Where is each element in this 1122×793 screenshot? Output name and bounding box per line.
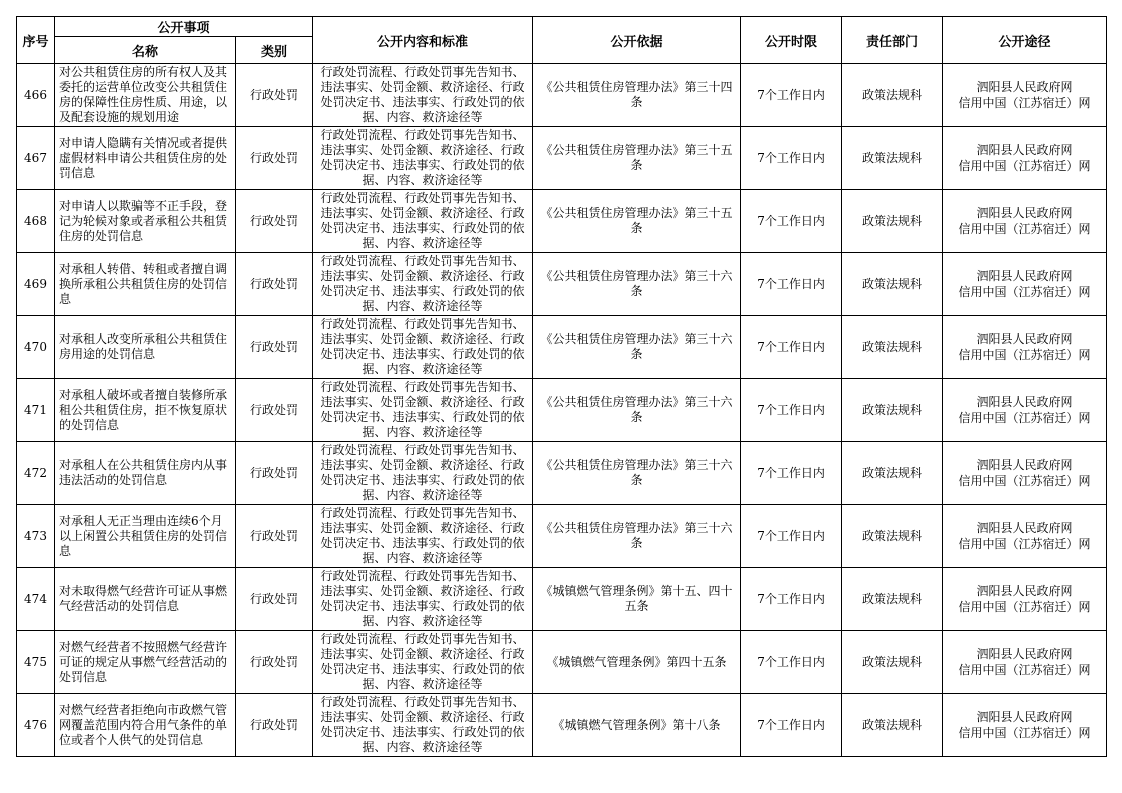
channel-line-1: 泗阳县人民政府网 bbox=[976, 584, 1073, 598]
cell-channel bbox=[943, 442, 1107, 505]
table-row bbox=[17, 442, 1107, 505]
cell-seq: 470 bbox=[17, 316, 55, 379]
cell-department: 政策法规科 bbox=[842, 190, 943, 253]
channel-line-2: 信用中国（江苏宿迁）网 bbox=[958, 159, 1091, 173]
header-category: 类别 bbox=[236, 37, 313, 64]
cell-time-limit: 7个工作日内 bbox=[741, 694, 842, 757]
cell-basis: 《城镇燃气管理条例》第四十五条 bbox=[533, 631, 741, 694]
cell-seq: 468 bbox=[17, 190, 55, 253]
cell-department: 政策法规科 bbox=[842, 127, 943, 190]
cell-channel bbox=[943, 379, 1107, 442]
cell-department: 政策法规科 bbox=[842, 253, 943, 316]
cell-content-text: 行政处罚流程、行政处罚事先告知书、违法事实、处罚金额、救济途径、行政处罚决定书、违法事实、行政处罚的依据、内容、救济途径等 bbox=[320, 506, 525, 565]
cell-basis: 《公共租赁住房管理办法》第三十六条 bbox=[533, 505, 741, 568]
cell-name bbox=[55, 442, 236, 505]
cell-seq: 466 bbox=[17, 64, 55, 127]
cell-content-text: 行政处罚流程、行政处罚事先告知书、违法事实、处罚金额、救济途径、行政处罚决定书、违法事实、行政处罚的依据、内容、救济途径等 bbox=[320, 632, 525, 691]
cell-basis: 《公共租赁住房管理办法》第三十六条 bbox=[533, 442, 741, 505]
header-basis: 公开依据 bbox=[533, 17, 741, 64]
channel-line-1: 泗阳县人民政府网 bbox=[976, 332, 1073, 346]
cell-content bbox=[313, 568, 533, 631]
cell-seq: 475 bbox=[17, 631, 55, 694]
cell-channel bbox=[943, 253, 1107, 316]
channel-line-1: 泗阳县人民政府网 bbox=[976, 710, 1073, 724]
table-row bbox=[17, 127, 1107, 190]
cell-content bbox=[313, 442, 533, 505]
cell-content-text: 行政处罚流程、行政处罚事先告知书、违法事实、处罚金额、救济途径、行政处罚决定书、违法事实、行政处罚的依据、内容、救济途径等 bbox=[320, 65, 525, 124]
cell-content bbox=[313, 64, 533, 127]
channel-line-2: 信用中国（江苏宿迁）网 bbox=[958, 663, 1091, 677]
table-row bbox=[17, 190, 1107, 253]
cell-name-text: 对燃气经营者拒绝向市政燃气管网覆盖范围内符合用气条件的单位或者个人供气的处罚信息 bbox=[59, 702, 228, 747]
cell-category: 行政处罚 bbox=[236, 442, 313, 505]
cell-basis: 《公共租赁住房管理办法》第三十四条 bbox=[533, 64, 741, 127]
cell-basis: 《公共租赁住房管理办法》第三十六条 bbox=[533, 253, 741, 316]
channel-line-2: 信用中国（江苏宿迁）网 bbox=[958, 600, 1091, 614]
cell-name-text: 对承租人破坏或者擅自装修所承租公共租赁住房，拒不恢复原状的处罚信息 bbox=[59, 387, 228, 432]
cell-content bbox=[313, 631, 533, 694]
cell-time-limit: 7个工作日内 bbox=[741, 631, 842, 694]
cell-name-text: 对申请人以欺骗等不正手段，登记为轮候对象或者承租公共租赁住房的处罚信息 bbox=[59, 198, 228, 243]
cell-content-text: 行政处罚流程、行政处罚事先告知书、违法事实、处罚金额、救济途径、行政处罚决定书、违法事实、行政处罚的依据、内容、救济途径等 bbox=[320, 128, 525, 187]
header-group: 公开事项 bbox=[55, 17, 313, 37]
cell-channel bbox=[943, 64, 1107, 127]
table-row bbox=[17, 568, 1107, 631]
cell-name bbox=[55, 316, 236, 379]
cell-seq: 474 bbox=[17, 568, 55, 631]
channel-line-2: 信用中国（江苏宿迁）网 bbox=[958, 726, 1091, 740]
channel-line-2: 信用中国（江苏宿迁）网 bbox=[958, 537, 1091, 551]
cell-category: 行政处罚 bbox=[236, 316, 313, 379]
cell-name-text: 对燃气经营者不按照燃气经营许可证的规定从事燃气经营活动的处罚信息 bbox=[59, 639, 228, 684]
cell-basis: 《城镇燃气管理条例》第十五、四十五条 bbox=[533, 568, 741, 631]
channel-line-1: 泗阳县人民政府网 bbox=[976, 206, 1073, 220]
cell-basis: 《公共租赁住房管理办法》第三十五条 bbox=[533, 190, 741, 253]
cell-name-text: 对公共租赁住房的所有权人及其委托的运营单位改变公共租赁住房的保障性住房性质、用途，以及配套设施的规划用途 bbox=[59, 65, 228, 124]
cell-basis: 《城镇燃气管理条例》第十八条 bbox=[533, 694, 741, 757]
channel-line-2: 信用中国（江苏宿迁）网 bbox=[958, 222, 1091, 236]
cell-category: 行政处罚 bbox=[236, 694, 313, 757]
table-row bbox=[17, 631, 1107, 694]
cell-name-text: 对承租人在公共租赁住房内从事违法活动的处罚信息 bbox=[59, 458, 228, 487]
cell-department: 政策法规科 bbox=[842, 442, 943, 505]
table-row bbox=[17, 64, 1107, 127]
channel-line-2: 信用中国（江苏宿迁）网 bbox=[958, 96, 1091, 110]
header-time-limit: 公开时限 bbox=[741, 17, 842, 64]
cell-content-text: 行政处罚流程、行政处罚事先告知书、违法事实、处罚金额、救济途径、行政处罚决定书、违法事实、行政处罚的依据、内容、救济途径等 bbox=[320, 254, 525, 313]
cell-department: 政策法规科 bbox=[842, 505, 943, 568]
cell-channel bbox=[943, 127, 1107, 190]
cell-basis: 《公共租赁住房管理办法》第三十六条 bbox=[533, 316, 741, 379]
cell-content-text: 行政处罚流程、行政处罚事先告知书、违法事实、处罚金额、救济途径、行政处罚决定书、违法事实、行政处罚的依据、内容、救济途径等 bbox=[320, 695, 525, 754]
cell-time-limit: 7个工作日内 bbox=[741, 127, 842, 190]
cell-department: 政策法规科 bbox=[842, 64, 943, 127]
cell-name-text: 对申请人隐瞒有关情况或者提供虚假材料申请公共租赁住房的处罚信息 bbox=[59, 135, 228, 180]
cell-seq: 472 bbox=[17, 442, 55, 505]
cell-time-limit: 7个工作日内 bbox=[741, 505, 842, 568]
cell-category: 行政处罚 bbox=[236, 190, 313, 253]
channel-line-2: 信用中国（江苏宿迁）网 bbox=[958, 285, 1091, 299]
table-row bbox=[17, 694, 1107, 757]
cell-name-text: 对承租人转借、转租或者擅自调换所承租公共租赁住房的处罚信息 bbox=[59, 261, 228, 306]
header-department: 责任部门 bbox=[842, 17, 943, 64]
cell-category: 行政处罚 bbox=[236, 568, 313, 631]
channel-line-1: 泗阳县人民政府网 bbox=[976, 395, 1073, 409]
cell-name bbox=[55, 190, 236, 253]
cell-content bbox=[313, 253, 533, 316]
cell-basis: 《公共租赁住房管理办法》第三十六条 bbox=[533, 379, 741, 442]
cell-name bbox=[55, 253, 236, 316]
cell-time-limit: 7个工作日内 bbox=[741, 253, 842, 316]
cell-category: 行政处罚 bbox=[236, 64, 313, 127]
cell-name bbox=[55, 631, 236, 694]
cell-channel bbox=[943, 631, 1107, 694]
cell-time-limit: 7个工作日内 bbox=[741, 190, 842, 253]
cell-category: 行政处罚 bbox=[236, 631, 313, 694]
cell-department: 政策法规科 bbox=[842, 379, 943, 442]
cell-seq: 476 bbox=[17, 694, 55, 757]
cell-channel bbox=[943, 316, 1107, 379]
cell-time-limit: 7个工作日内 bbox=[741, 379, 842, 442]
cell-time-limit: 7个工作日内 bbox=[741, 442, 842, 505]
cell-content bbox=[313, 505, 533, 568]
cell-content bbox=[313, 379, 533, 442]
cell-content bbox=[313, 127, 533, 190]
channel-line-1: 泗阳县人民政府网 bbox=[976, 80, 1073, 94]
cell-name bbox=[55, 64, 236, 127]
cell-category: 行政处罚 bbox=[236, 127, 313, 190]
cell-channel bbox=[943, 694, 1107, 757]
cell-content-text: 行政处罚流程、行政处罚事先告知书、违法事实、处罚金额、救济途径、行政处罚决定书、违法事实、行政处罚的依据、内容、救济途径等 bbox=[320, 569, 525, 628]
cell-time-limit: 7个工作日内 bbox=[741, 316, 842, 379]
channel-line-2: 信用中国（江苏宿迁）网 bbox=[958, 474, 1091, 488]
cell-category: 行政处罚 bbox=[236, 379, 313, 442]
header-channel: 公开途径 bbox=[943, 17, 1107, 64]
channel-line-1: 泗阳县人民政府网 bbox=[976, 521, 1073, 535]
cell-name-text: 对未取得燃气经营许可证从事燃气经营活动的处罚信息 bbox=[59, 584, 228, 613]
cell-name-text: 对承租人无正当理由连续6个月以上闲置公共租赁住房的处罚信息 bbox=[59, 513, 228, 558]
cell-time-limit: 7个工作日内 bbox=[741, 64, 842, 127]
header-name: 名称 bbox=[55, 37, 236, 64]
channel-line-2: 信用中国（江苏宿迁）网 bbox=[958, 411, 1091, 425]
cell-department: 政策法规科 bbox=[842, 631, 943, 694]
cell-basis: 《公共租赁住房管理办法》第三十五条 bbox=[533, 127, 741, 190]
cell-name bbox=[55, 694, 236, 757]
channel-line-1: 泗阳县人民政府网 bbox=[976, 269, 1073, 283]
cell-content bbox=[313, 694, 533, 757]
cell-name bbox=[55, 379, 236, 442]
cell-seq: 473 bbox=[17, 505, 55, 568]
cell-content-text: 行政处罚流程、行政处罚事先告知书、违法事实、处罚金额、救济途径、行政处罚决定书、违法事实、行政处罚的依据、内容、救济途径等 bbox=[320, 317, 525, 376]
cell-seq: 471 bbox=[17, 379, 55, 442]
table-row bbox=[17, 505, 1107, 568]
cell-name-text: 对承租人改变所承租公共租赁住房用途的处罚信息 bbox=[59, 332, 228, 361]
cell-channel bbox=[943, 505, 1107, 568]
cell-channel bbox=[943, 190, 1107, 253]
cell-seq: 469 bbox=[17, 253, 55, 316]
cell-name bbox=[55, 505, 236, 568]
cell-category: 行政处罚 bbox=[236, 253, 313, 316]
cell-content-text: 行政处罚流程、行政处罚事先告知书、违法事实、处罚金额、救济途径、行政处罚决定书、违法事实、行政处罚的依据、内容、救济途径等 bbox=[320, 191, 525, 250]
cell-content bbox=[313, 316, 533, 379]
cell-channel bbox=[943, 568, 1107, 631]
cell-department: 政策法规科 bbox=[842, 316, 943, 379]
cell-seq: 467 bbox=[17, 127, 55, 190]
cell-name bbox=[55, 568, 236, 631]
header-content: 公开内容和标准 bbox=[313, 17, 533, 64]
cell-content bbox=[313, 190, 533, 253]
channel-line-1: 泗阳县人民政府网 bbox=[976, 647, 1073, 661]
channel-line-1: 泗阳县人民政府网 bbox=[976, 458, 1073, 472]
cell-department: 政策法规科 bbox=[842, 568, 943, 631]
disclosure-table bbox=[16, 16, 1107, 757]
table-row bbox=[17, 253, 1107, 316]
cell-category: 行政处罚 bbox=[236, 505, 313, 568]
cell-content-text: 行政处罚流程、行政处罚事先告知书、违法事实、处罚金额、救济途径、行政处罚决定书、违法事实、行政处罚的依据、内容、救济途径等 bbox=[320, 380, 525, 439]
header-seq: 序号 bbox=[17, 17, 55, 64]
channel-line-2: 信用中国（江苏宿迁）网 bbox=[958, 348, 1091, 362]
cell-content-text: 行政处罚流程、行政处罚事先告知书、违法事实、处罚金额、救济途径、行政处罚决定书、违法事实、行政处罚的依据、内容、救济途径等 bbox=[320, 443, 525, 502]
table-row bbox=[17, 316, 1107, 379]
cell-time-limit: 7个工作日内 bbox=[741, 568, 842, 631]
table-row bbox=[17, 379, 1107, 442]
cell-name bbox=[55, 127, 236, 190]
channel-line-1: 泗阳县人民政府网 bbox=[976, 143, 1073, 157]
cell-department: 政策法规科 bbox=[842, 694, 943, 757]
